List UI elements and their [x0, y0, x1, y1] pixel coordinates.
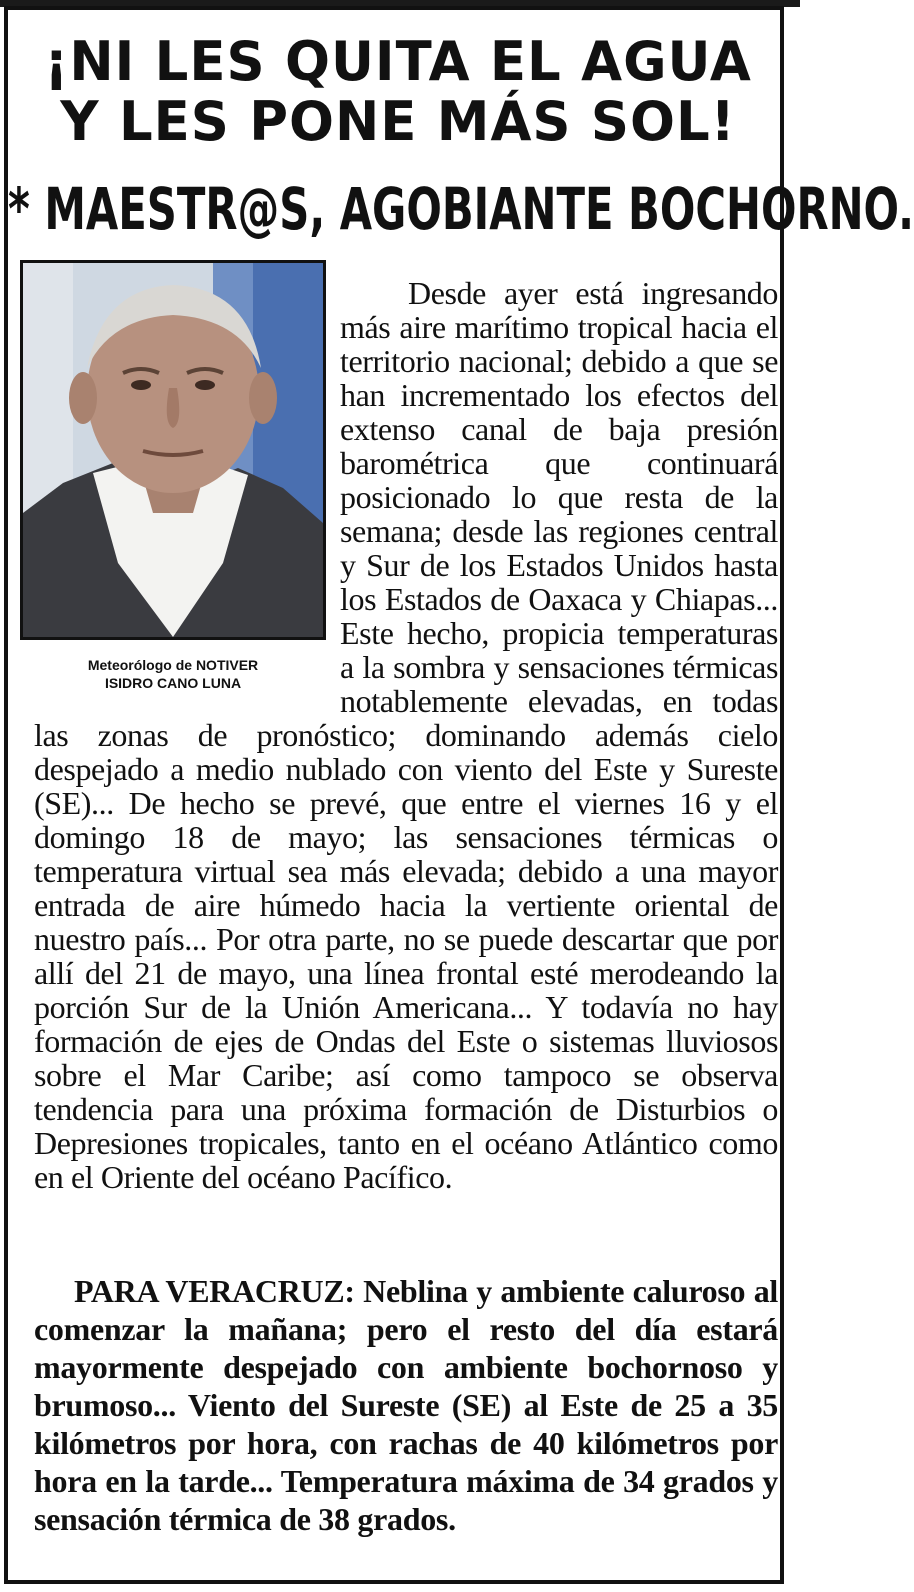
headline-line-1: ¡NI LES QUITA EL AGUA: [44, 30, 752, 93]
photo-wrap-spacer: [34, 276, 336, 716]
veracruz-forecast: [34, 1272, 778, 1538]
headline-line-2: Y LES PONE MÁS SOL!: [60, 90, 736, 153]
headline: [16, 32, 780, 152]
forecast-text: PARA VERACRUZ: Neblina y ambiente caluroso al comenzar la mañana; pero el resto del día estará mayormente despejado con ambiente bochornoso y brumoso... Viento del Sureste (SE) al Este de 25 a 35 kilómetros por hora, con rachas de 40 kilómetros por hora en la tarde... Temperatura máxima de 34 grados y sensación térmica de 38 grados.: [34, 1273, 778, 1537]
article-text: Desde ayer está ingresando más aire marítimo tropical hacia el territorio nacional; debido a que se han incrementado los efectos del extenso canal de baja presión barométrica que continuará posicionado lo que resta de la semana; desde las regiones central y Sur de los Estados Unidos hasta los Estados de Oaxaca y Chiapas... Este hecho, propicia temperaturas a la sombra y sensaciones térmicas notablemente elevadas, en todas las zonas de pronóstico; dominando además cielo despejado a medio nublado con viento del Este y Sureste (SE)... De hecho se prevé, que entre el viernes 16 y el domingo 18 de mayo; las sensaciones térmicas o temperatura virtual sea más elevada; debido a una mayor entrada de aire húmedo hacia la vertiente oriental de nuestro país... Por otra parte, no se puede descartar que por allí del 21 de mayo, una línea frontal esté merodeando la porción Sur de la Unión Americana... Y todavía no hay formación de ejes de Ondas del Este o sistemas lluviosos sobre el Mar Caribe; así como tampoco se observa tendencia para una próxima formación de Disturbios o Depresiones tropicales, tanto en el océano Atlántico como en el Oriente del océano Pacífico.: [34, 275, 778, 1195]
news-clipping: [4, 6, 914, 1584]
caption-line-1: Meteorólogo de NOTIVER: [87, 657, 259, 673]
article-body: [34, 276, 778, 1194]
caption-line-2: ISIDRO CANO LUNA: [104, 675, 242, 691]
subheadline: * MAESTR@S, AGOBIANTE BOCHORNO.: [8, 175, 914, 243]
